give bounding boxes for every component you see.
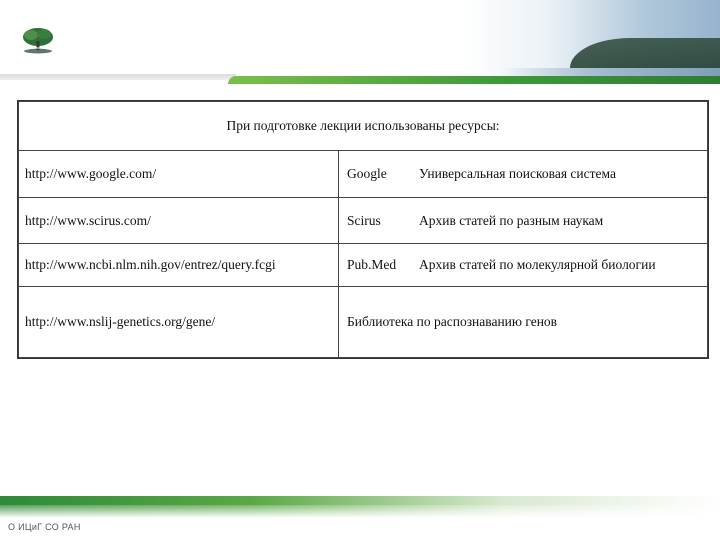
resource-name: Scirus (347, 212, 381, 228)
resource-name: Pub.Med (347, 257, 397, 273)
resource-url: http://www.scirus.com/ (19, 197, 339, 243)
table-row (19, 150, 708, 197)
resource-info (339, 244, 708, 287)
footer-divider-green (0, 496, 720, 518)
resource-description: Библиотека по распознаванию генов (347, 313, 558, 329)
tree-logo-icon (18, 26, 58, 54)
header-divider-green (228, 76, 720, 84)
footer-fade (0, 505, 720, 518)
resource-url: http://www.ncbi.nlm.nih.gov/entrez/query.fcgi (19, 244, 339, 287)
table-row (19, 286, 708, 357)
slide-header (0, 0, 720, 84)
resources-table-container (17, 100, 709, 359)
table-title: При подготовке лекции использованы ресурсы: (19, 102, 708, 151)
footer-copyright: О ИЦиГ СО РАН (8, 522, 81, 532)
resource-info (339, 197, 708, 243)
table-row (19, 244, 708, 287)
resource-description: Архив статей по разным наукам (419, 212, 604, 228)
resource-info (339, 286, 708, 357)
resource-name: Google (347, 165, 387, 181)
resource-info (339, 150, 708, 197)
header-treeline (570, 38, 720, 68)
resources-table (18, 101, 708, 358)
resource-description: Архив статей по молекулярной биологии (419, 257, 656, 273)
resource-url: http://www.nslij-genetics.org/gene/ (19, 286, 339, 357)
header-divider-gray (0, 74, 236, 80)
header-lake-photo (460, 0, 720, 82)
resource-url: http://www.google.com/ (19, 150, 339, 197)
table-title-row (19, 102, 708, 151)
table-row (19, 197, 708, 243)
resource-description: Универсальная поисковая система (419, 165, 616, 181)
